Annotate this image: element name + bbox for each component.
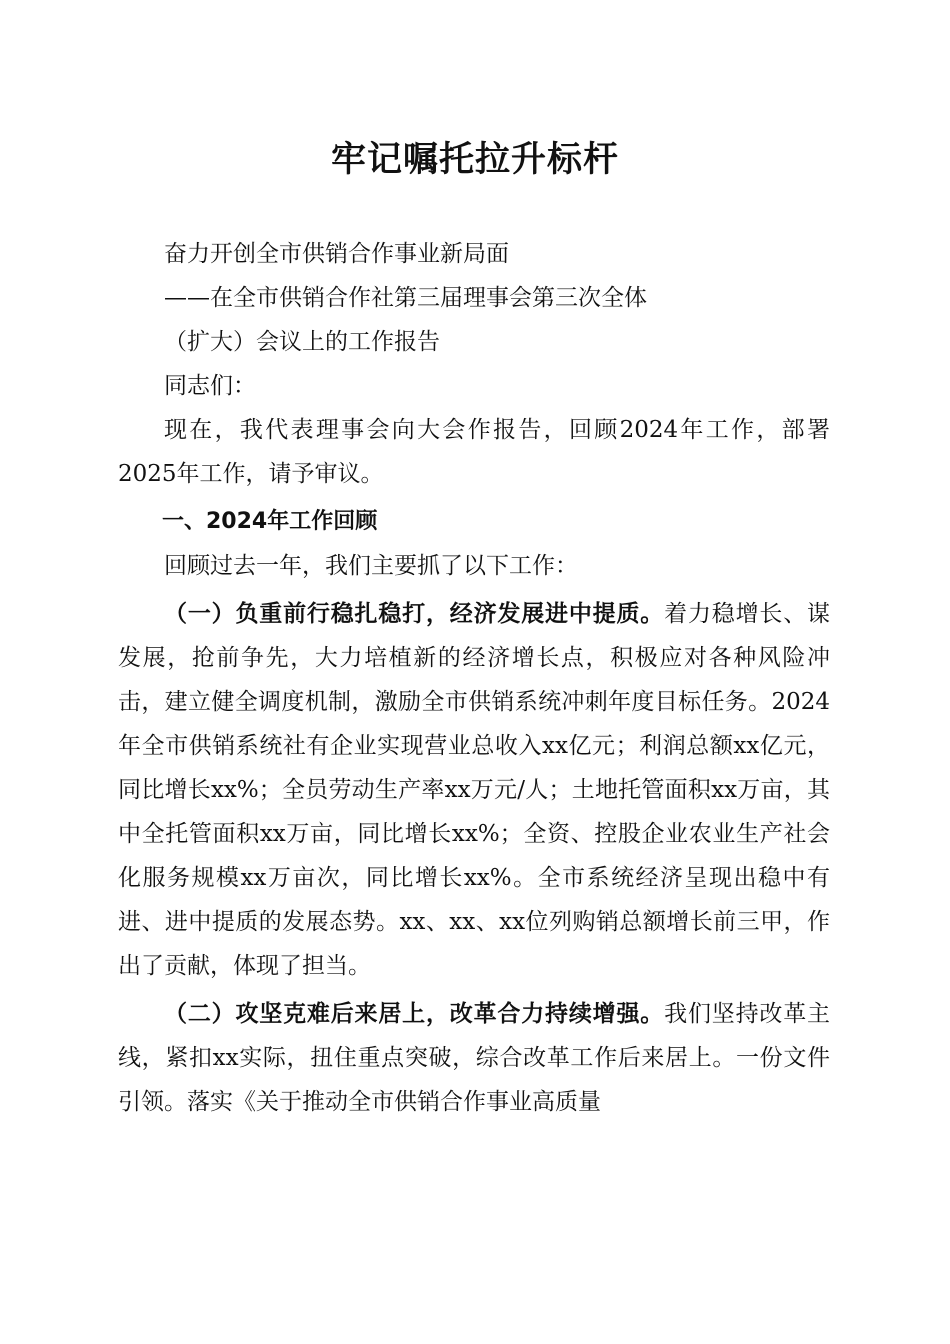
document-body: [118, 232, 830, 1124]
item-2-paragraph: [118, 992, 830, 1124]
section-heading-1: 一、2024年工作回顾: [162, 509, 378, 534]
report-subtitle-line-3: （扩大）会议上的工作报告: [164, 329, 440, 355]
document-title: 牢记嘱托拉升标杆: [330, 139, 619, 180]
report-subtitle-line-2: ——在全市供销合作社第三届理事会第三次全体: [164, 285, 647, 311]
item-1-paragraph: [118, 592, 830, 988]
section-intro: 回顾过去一年，我们主要抓了以下工作：: [164, 553, 578, 579]
greeting: 同志们：: [164, 373, 256, 399]
intro-paragraph: 现在，我代表理事会向大会作报告，回顾2024年工作，部署2025年工作，请予审议。: [118, 417, 830, 487]
item-2-body: 我们坚持改革主线，紧扣xx实际，扭住重点突破，综合改革工作后来居上。一份文件引领。落实《关于推动全市供销合作事业高质量: [118, 1001, 831, 1115]
report-subtitle: 奋力开创全市供销合作事业新局面: [164, 241, 509, 267]
item-2-lead: （二）攻坚克难后来居上，改革合力持续增强。: [164, 1000, 665, 1027]
item-1-lead: （一）负重前行稳扎稳打，经济发展进中提质。: [164, 600, 665, 627]
item-1-body: 着力稳增长、谋发展，抢前争先，大力培植新的经济增长点，积极应对各种风险冲击，建立健全调度机制，激励全市供销系统冲刺年度目标任务。2024年全市供销系统社有企业实现营业总收入xx亿元；利润总额xx亿元，同比增长xx%；全员劳动生产率xx万元/人；土地托管面积xx万亩，其中全托管面积xx万亩，同比增长xx%；全资、控股企业农业生产社会化服务规模xx万亩次，同比增长xx%。全市系统经济呈现出稳中有进、进中提质的发展态势。xx、xx、xx位列购销总额增长前三甲，作出了贡献，体现了担当。: [118, 601, 831, 979]
